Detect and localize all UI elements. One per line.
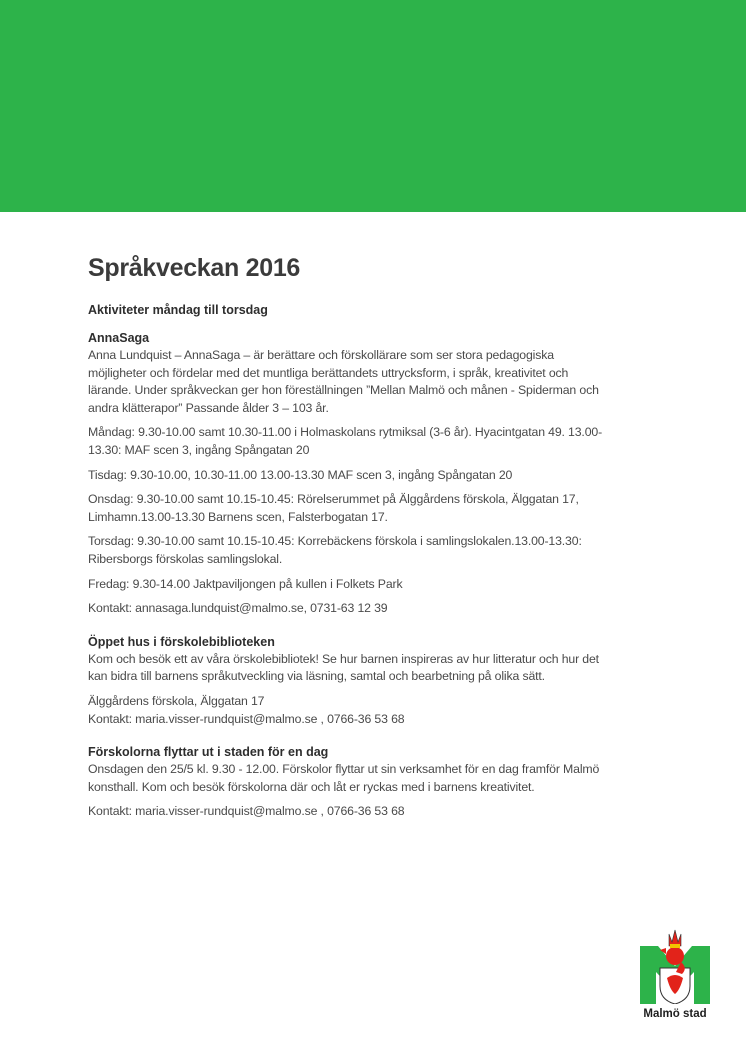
malmo-coat-of-arms-icon: [636, 924, 714, 1004]
paragraph: Anna Lundquist – AnnaSaga – är berättare och förskollärare som ser stora pedagogiska möjligheter och fördelar med det muntliga berättandets uttrycksform, i språk, kreativitet och lärande. Under språkveckan ger hon föreställningen ”Mellan Malmö och månen - Spiderman och andra klätterapor” Passande ålder 3 – 103 år.: [88, 348, 599, 415]
logo-text: Malmö stad: [643, 1008, 707, 1020]
page-subtitle: Aktiviteter måndag till torsdag: [88, 303, 268, 317]
paragraph: Kom och besök ett av våra örskolebibliotek! Se hur barnen inspireras av hur litteratur och hur det kan bidra till barnens språkutveckling via läsning, samtal och bearbetning på olika sätt.: [88, 651, 599, 684]
paragraph: Fredag: 9.30-14.00 Jaktpaviljongen på kullen i Folkets Park: [88, 576, 403, 591]
paragraph: Tisdag: 9.30-10.00, 10.30-11.00 13.00-13.30 MAF scen 3, ingång Spångatan 20: [88, 467, 513, 482]
contact-line: Kontakt: maria.visser-rundquist@malmo.se , 0766-36 53 68: [88, 804, 405, 819]
paragraph: Måndag: 9.30-10.00 samt 10.30-11.00 i Holmaskolans rytmiksal (3-6 år). Hyacintgatan 49. 13.00-13.30: MAF scen 3, ingång Spångatan 20: [88, 425, 603, 457]
paragraph: Onsdag: 9.30-10.00 samt 10.15-10.45: Rörelserummet på Älggårdens förskola, Älggatan 17, Limhamn.13.00-13.30 Barnens scen, Falsterbogatan 17.: [88, 492, 579, 524]
header-banner: [0, 0, 746, 212]
document-body: [88, 252, 608, 837]
section-title: AnnaSaga: [88, 331, 150, 345]
section-annasaga: [88, 330, 608, 618]
section-title: Förskolorna flyttar ut i staden för en dag: [88, 745, 329, 760]
section-oppet-hus: [88, 634, 608, 728]
malmo-stad-logo: [636, 924, 714, 1024]
paragraph: Torsdag: 9.30-10.00 samt 10.15-10.45: Korrebäckens förskola i samlingslokalen.13.00-13.30: Ribersborgs förskolas samlingslokal.: [88, 534, 582, 566]
section-forskolorna: [88, 744, 608, 821]
contact-line: Älggårdens förskola, Älggatan 17 Kontakt: maria.visser-rundquist@malmo.se , 0766-36 53 68: [88, 693, 405, 726]
section-title: Öppet hus i förskolebiblioteken: [88, 634, 275, 649]
contact-line: Kontakt: annasaga.lundquist@malmo.se, 0731-63 12 39: [88, 601, 388, 616]
page-title: Språkveckan 2016: [88, 254, 301, 282]
paragraph: Onsdagen den 25/5 kl. 9.30 - 12.00. Förskolor flyttar ut sin verksamhet för en dag framför Malmö konsthall. Kom och besök förskolorna där och låt er ryckas med i barnens kreativitet.: [88, 762, 600, 794]
